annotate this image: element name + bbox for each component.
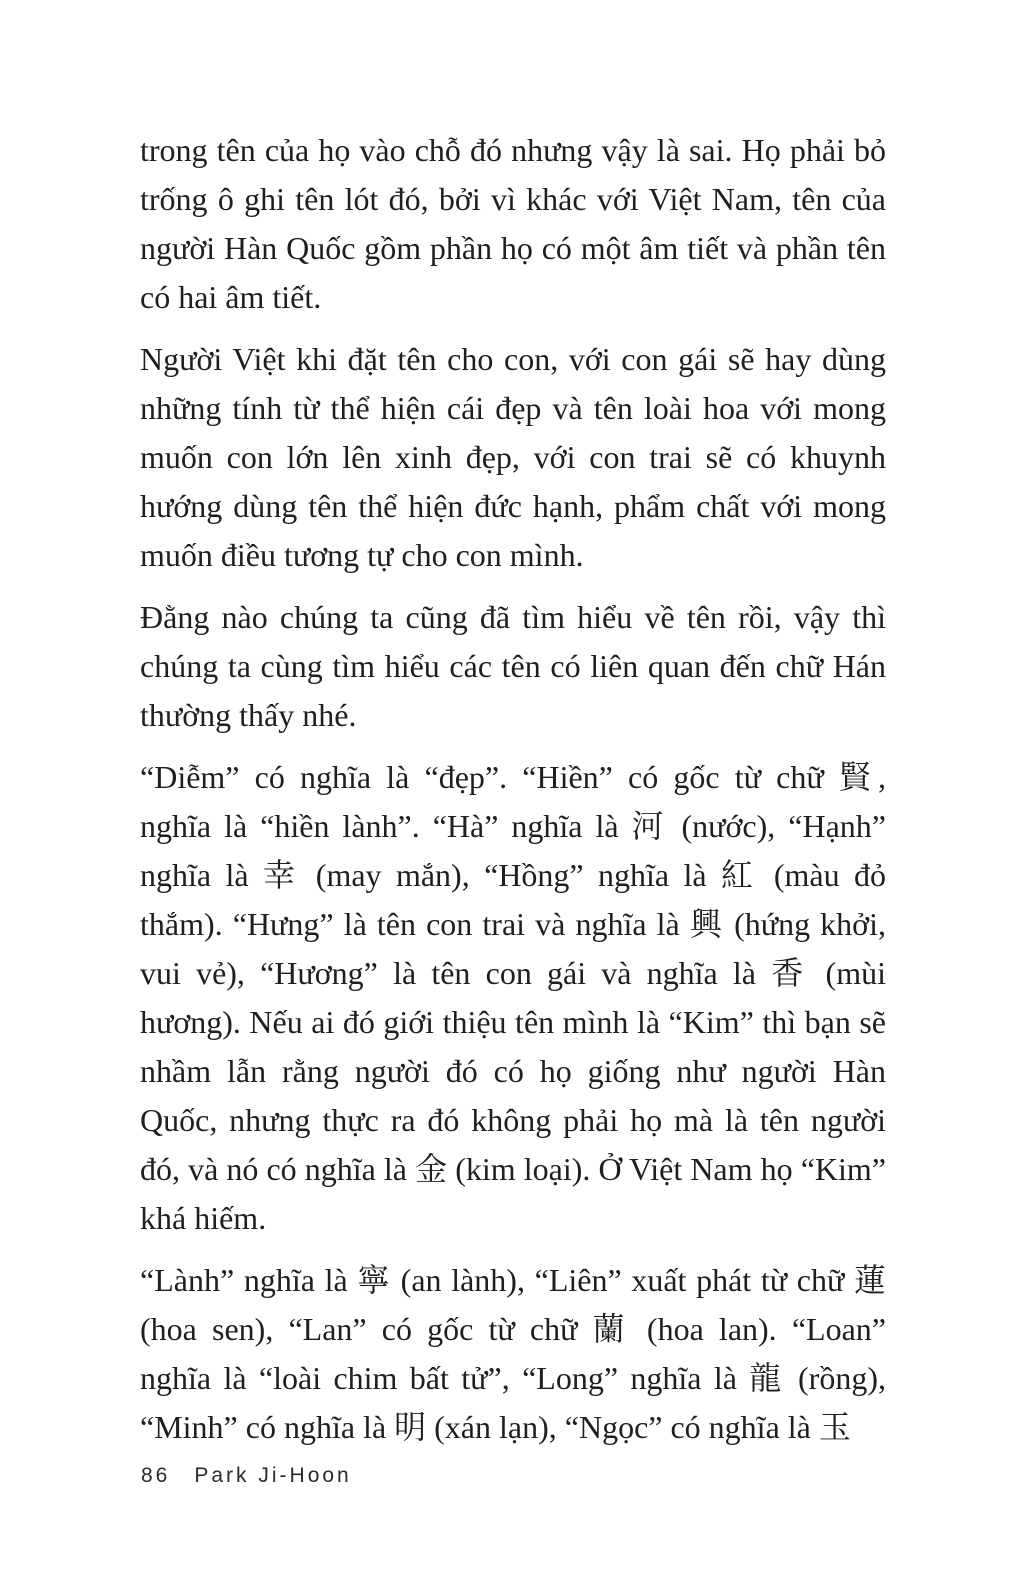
paragraph-3: Đằng nào chúng ta cũng đã tìm hiểu về tên rồi, vậy thì chúng ta cùng tìm hiểu các tên có liên quan đến chữ Hán thường thấy nhé. (140, 599, 886, 733)
page-footer (141, 1464, 352, 1488)
paragraph-1: trong tên của họ vào chỗ đó nhưng vậy là sai. Họ phải bỏ trống ô ghi tên lót đó, bởi vì khác với Việt Nam, tên của người Hàn Quốc gồm phần họ có một âm tiết và phần tên có hai âm tiết. (140, 132, 886, 315)
author-running-head: Park Ji-Hoon (194, 1464, 352, 1487)
page-body (140, 126, 886, 1452)
page-number: 86 (141, 1464, 171, 1487)
paragraph-2: Người Việt khi đặt tên cho con, với con gái sẽ hay dùng những tính từ thể hiện cái đẹp và tên loài hoa với mong muốn con lớn lên xinh đẹp, với con trai sẽ có khuynh hướng dùng tên thể hiện đức hạnh, phẩm chất với mong muốn điều tương tự cho con mình. (140, 341, 886, 573)
paragraph-4: “Diễm” có nghĩa là “đẹp”. “Hiền” có gốc từ chữ 賢, nghĩa là “hiền lành”. “Hà” nghĩa là 河 (nước), “Hạnh” nghĩa là 幸 (may mắn), “Hồng” nghĩa là 紅 (màu đỏ thắm). “Hưng” là tên con trai và nghĩa là 興 (hứng khởi, vui vẻ), “Hương” là tên con gái và nghĩa là 香 (mùi hương). Nếu ai đó giới thiệu tên mình là “Kim” thì bạn sẽ nhầm lẫn rằng người đó có họ giống như người Hàn Quốc, nhưng thực ra đó không phải họ mà là tên người đó, và nó có nghĩa là 金 (kim loại). Ở Việt Nam họ “Kim” khá hiếm. (140, 759, 886, 1236)
paragraph-5: “Lành” nghĩa là 寧 (an lành), “Liên” xuất phát từ chữ 蓮 (hoa sen), “Lan” có gốc từ chữ 蘭 (hoa lan). “Loan” nghĩa là “loài chim bất tử”, “Long” nghĩa là 龍 (rồng), “Minh” có nghĩa là 明 (xán lạn), “Ngọc” có nghĩa là 玉 (140, 1262, 886, 1445)
